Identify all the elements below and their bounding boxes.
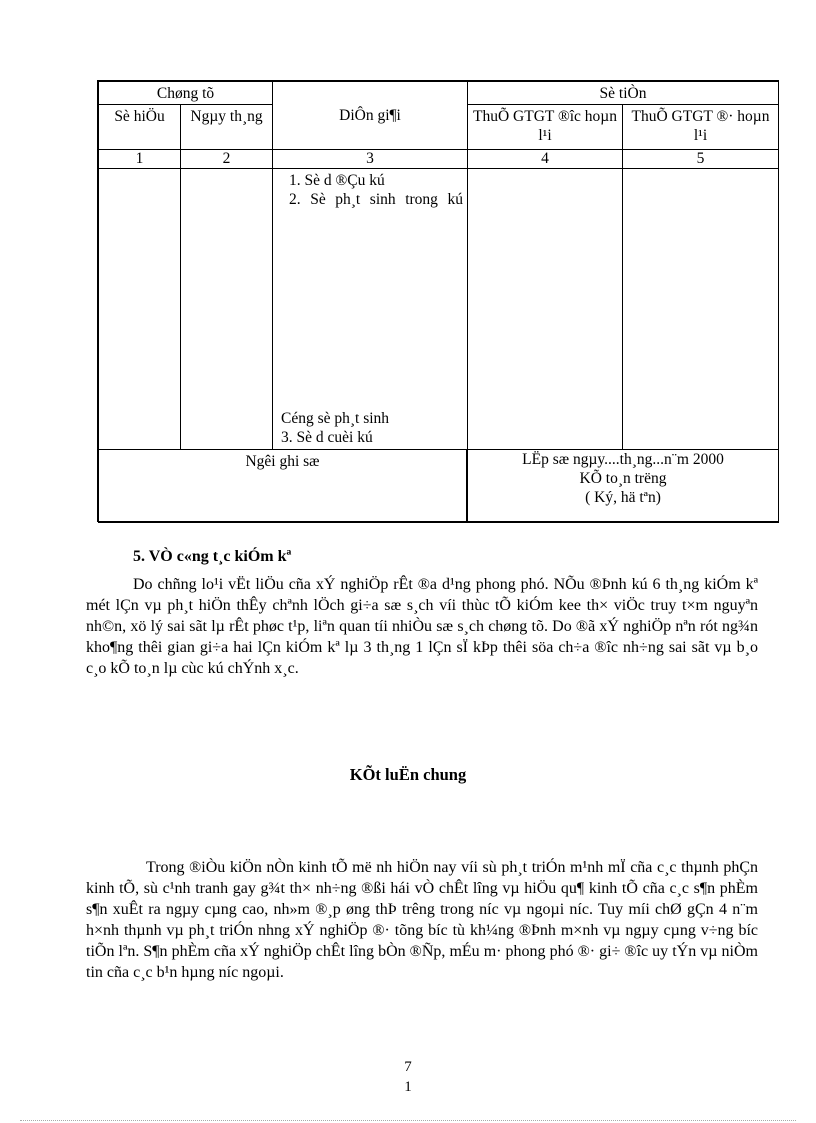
footer-signature <box>468 450 779 523</box>
column-number: 4 <box>468 150 623 169</box>
thue-da-hoan-cell <box>623 169 779 450</box>
thue-duoc-hoan-cell <box>468 169 623 450</box>
header-chung-tu: Chøng tõ <box>99 82 273 105</box>
page-edge-divider <box>20 1120 796 1121</box>
section-heading: 5. VÒ c«ng t¸c kiÓm kª <box>133 548 292 565</box>
ky-ho-ten: ( Ký, hä tªn) <box>585 489 661 506</box>
conclusion-title: KÕt luËn chung <box>349 765 467 784</box>
header-so-tien: Sè tiÒn <box>468 82 779 105</box>
dien-giai-cell <box>273 169 468 450</box>
page-number: 7 <box>404 1059 412 1075</box>
header-dien-giai: DiÔn gi¶i <box>273 82 468 150</box>
so-hieu-cell <box>99 169 181 450</box>
header-so-hieu: Sè hiÖu <box>99 105 181 150</box>
column-number: 2 <box>181 150 273 169</box>
header-ngay-thang: Ngµy th¸ng <box>181 105 273 150</box>
footer-row <box>99 450 468 523</box>
ledger-table <box>97 80 779 522</box>
dien-giai-item: 1. Sè d ®Çu kú <box>289 172 385 189</box>
page-number: 1 <box>404 1079 412 1095</box>
cong-so-phat-sinh: Céng sè ph¸t sinh <box>281 410 390 427</box>
nguoi-ghi-so: Ngêi ghi sæ <box>99 450 467 522</box>
dien-giai-item: 2. Sè ph¸t sinh trong kú <box>289 191 463 208</box>
column-number: 3 <box>273 150 468 169</box>
ngay-thang-cell <box>181 169 273 450</box>
so-du-cuoi-ky: 3. Sè d cuèi kú <box>281 429 373 446</box>
column-number: 1 <box>99 150 181 169</box>
conclusion-paragraph: Trong ®iÒu kiÖn nÒn kinh tÕ më nh hiÖn nay víi sù ph¸t triÓn m¹nh mÏ cña c¸c thµnh phÇn kinh tÕ, sù c¹nh tranh gay g¾t th× nh÷ng ®ßi hái vÒ chÊt lîng vµ hiÖu qu¶ kinh tÕ cña c¸c s¶n phÈm s¶n xuÊt ra ngµy cµng cao, nh»m ®¸p øng thÞ trêng trong níc vµ ngoµi níc. Tuy míi chØ gÇn 4 n¨m h×nh thµnh vµ ph¸t triÓn nhng xÝ nghiÖp ®· tõng bíc tù kh¼ng ®Þnh m×nh vµ ngµy cµng v÷ng bíc tiÕn lªn. S¶n phÈm cña xÝ nghiÖp chÊt lîng bÒn ®Ñp, mÉu m· phong phó ®· gi÷ ®îc uy tÝn vµ niÒm tin cña c¸c b¹n hµng níc ngoµi. <box>86 859 758 981</box>
section-paragraph: Do chñng lo¹i vËt liÖu cña xÝ nghiÖp rÊt ®a d¹ng phong phó. NÕu ®Þnh kú 6 th¸ng kiÓm kª mét lÇn vµ ph¸t hiÖn thÊy chªnh lÖch gi÷a sæ s¸ch víi thùc tÕ kiÓm kee th× viÖc truy t×m nguyªn nh©n, xö lý sai sãt lµ rÊt phøc t¹p, liªn quan tíi nhiÒu sæ s¸ch chøng tõ. Do ®ã xÝ nghiÖp nªn rót ng¾n kho¶ng thêi gian gi÷a hai lÇn kiÓm kª lµ 3 th¸ng 1 lÇn sÏ kÞp thêi söa ch÷a ®îc nh÷ng sai sãt vµ b¸o c¸o kÕ to¸n lµ cùc kú chÝnh x¸c. <box>86 576 758 677</box>
header-thue-duoc-hoan: ThuÕ GTGT ®îc hoµn l¹i <box>468 105 623 150</box>
column-number: 5 <box>623 150 779 169</box>
ke-toan-truong: KÕ to¸n trëng <box>579 470 667 487</box>
header-thue-da-hoan: ThuÕ GTGT ®· hoµn l¹i <box>623 105 779 150</box>
lap-so-ngay: LËp sæ ngµy....th¸ng...n¨m 2000 <box>522 451 724 468</box>
